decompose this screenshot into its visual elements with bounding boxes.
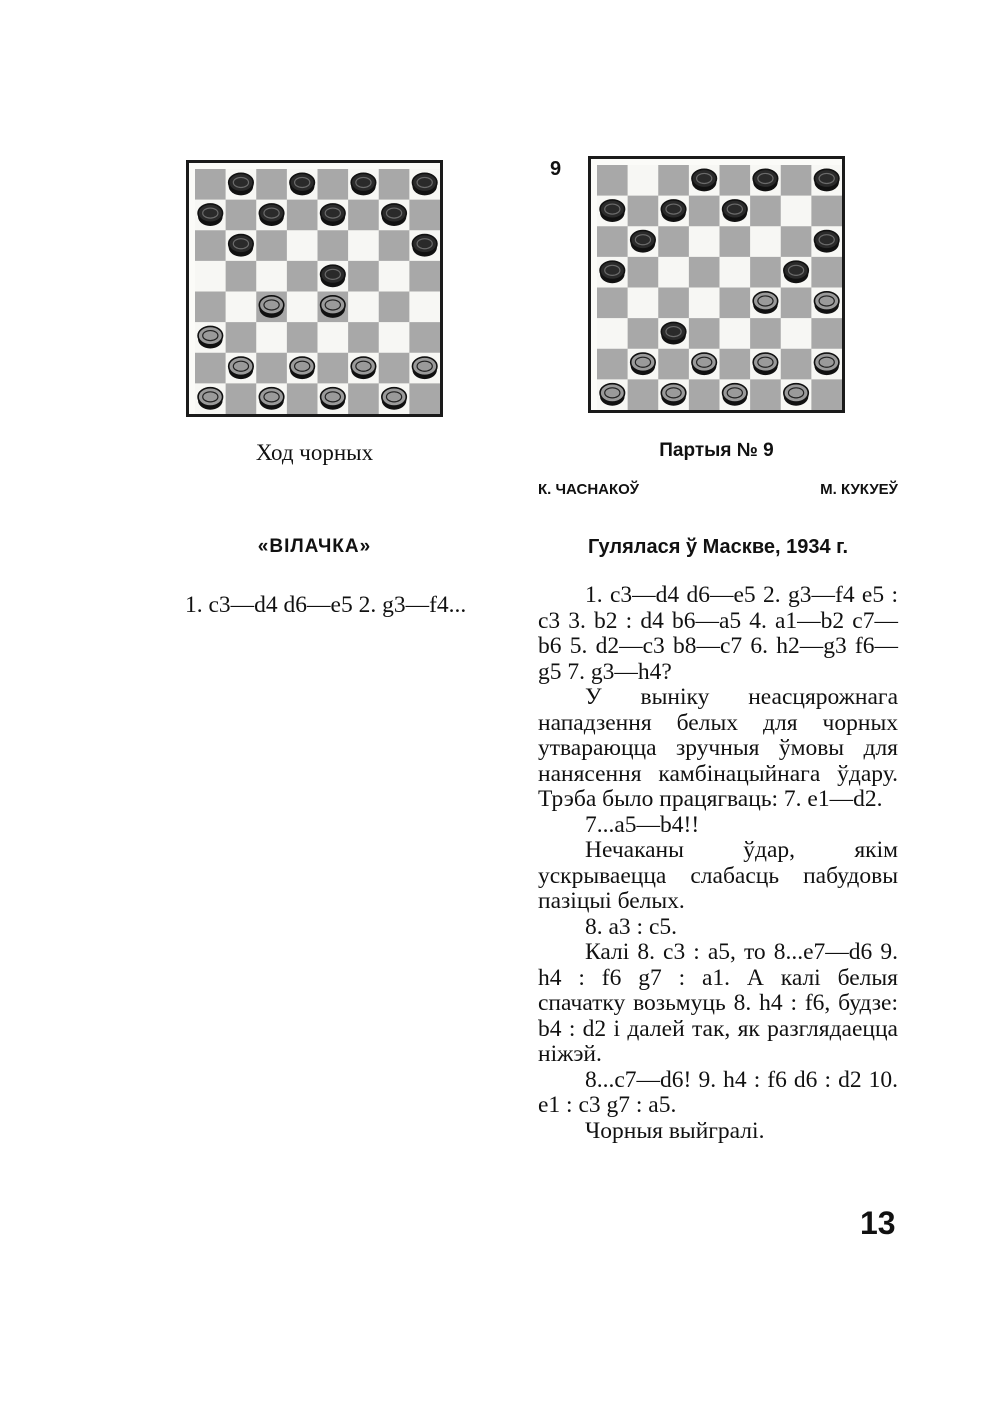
dark-square-a4 (195, 292, 226, 323)
black-piece-h8 (412, 173, 437, 195)
left-moves-text: 1. c3—d4 d6—e5 2. g3—f4... (185, 592, 467, 618)
annotation-paragraph: У выніку неасцярожнага нападзення белых для чорных утвараюцца зручныя ўмовы для нанясення камбінацыйнага ўдару. Трэба было працягваць: 7. e1—d2. (538, 684, 898, 812)
dark-square-h5 (811, 257, 842, 288)
annotation-paragraph: 7...a5—b4!! (585, 811, 700, 838)
white-piece-f2 (351, 357, 376, 379)
dark-square-e8 (318, 169, 349, 200)
dark-square-f1 (750, 379, 781, 410)
dark-square-g6 (379, 230, 410, 261)
dark-square-b7 (628, 196, 659, 227)
white-piece-g1 (784, 384, 809, 406)
black-piece-h8 (814, 169, 839, 191)
light-square-c3 (256, 322, 287, 353)
black-piece-c7 (259, 204, 284, 226)
dark-square-d1 (689, 379, 720, 410)
black-piece-g7 (382, 204, 407, 226)
dark-square-f5 (750, 257, 781, 288)
dark-square-a8 (597, 165, 628, 196)
dark-square-c2 (658, 349, 689, 380)
white-piece-e4 (321, 296, 346, 318)
light-square-e5 (720, 257, 751, 288)
light-square-b8 (628, 165, 659, 196)
left-moves (138, 593, 498, 619)
black-piece-b8 (229, 173, 254, 195)
white-piece-f4 (753, 292, 778, 314)
white-piece-e1 (321, 388, 346, 410)
left-heading: «ВІЛАЧКА» (257, 536, 372, 557)
light-square-d6 (689, 226, 720, 257)
player-black: М. КУКУЕЎ (820, 481, 898, 498)
board-right-grid (597, 165, 842, 410)
dark-square-g8 (781, 165, 812, 196)
dark-square-c8 (256, 169, 287, 200)
squares (597, 165, 842, 410)
dark-square-f5 (348, 261, 379, 292)
dark-square-h3 (811, 318, 842, 349)
white-piece-a1 (600, 384, 625, 406)
game-subtitle: Гулялася ў Маскве, 1934 г. (587, 536, 849, 558)
page-number: 13 (860, 1205, 896, 1241)
light-square-d6 (287, 230, 318, 261)
light-square-e3 (318, 322, 349, 353)
dark-square-e2 (720, 349, 751, 380)
white-piece-e1 (723, 384, 748, 406)
dark-square-a2 (195, 353, 226, 384)
white-piece-h2 (412, 357, 437, 379)
diagram-number: 9 (550, 158, 562, 180)
annotation-paragraph: 1. c3—d4 d6—e5 2. g3—f4 e5 : c3 3. b2 : d4 b6—a5 4. a1—b2 c7—b6 5. d2—c3 b8—c7 6. h2—g3 f6—g5 7. g3—h4? (538, 582, 898, 685)
dark-square-c6 (658, 226, 689, 257)
dark-square-g8 (379, 169, 410, 200)
white-piece-c4 (259, 296, 284, 318)
light-square-b4 (628, 288, 659, 319)
dark-square-a6 (597, 226, 628, 257)
light-square-g7 (781, 196, 812, 227)
light-square-d4 (689, 288, 720, 319)
dark-square-c8 (658, 165, 689, 196)
light-square-d4 (287, 292, 318, 323)
dark-square-b5 (226, 261, 257, 292)
annotation-paragraph: Чорныя выйгралі. (585, 1117, 765, 1144)
dark-square-f1 (348, 383, 379, 414)
black-piece-e7 (723, 200, 748, 222)
dark-square-d3 (689, 318, 720, 349)
dark-square-b5 (628, 257, 659, 288)
dark-square-c4 (658, 288, 689, 319)
black-piece-d8 (692, 169, 717, 191)
white-piece-c1 (661, 384, 686, 406)
white-piece-h2 (814, 353, 839, 375)
dark-square-g4 (781, 288, 812, 319)
light-square-g3 (781, 318, 812, 349)
black-piece-e7 (321, 204, 346, 226)
light-square-f4 (348, 292, 379, 323)
player-white: К. ЧАСНАКОЎ (538, 481, 640, 498)
light-square-f6 (348, 230, 379, 261)
black-piece-a7 (600, 200, 625, 222)
black-piece-g5 (784, 261, 809, 283)
dark-square-b3 (628, 318, 659, 349)
dark-square-c2 (256, 353, 287, 384)
white-piece-c1 (259, 388, 284, 410)
black-piece-c3 (661, 322, 686, 344)
black-piece-d8 (290, 173, 315, 195)
light-square-g5 (379, 261, 410, 292)
dark-square-f7 (348, 200, 379, 231)
dark-square-h1 (409, 383, 440, 414)
board-right (588, 156, 845, 413)
dark-square-e4 (720, 288, 751, 319)
white-piece-g1 (382, 388, 407, 410)
light-square-b4 (226, 292, 257, 323)
white-piece-d2 (290, 357, 315, 379)
light-square-c5 (658, 257, 689, 288)
dark-square-d5 (689, 257, 720, 288)
dark-square-a4 (597, 288, 628, 319)
dark-square-d7 (287, 200, 318, 231)
dark-square-e6 (720, 226, 751, 257)
dark-square-h7 (811, 196, 842, 227)
annotation-paragraph: 8...c7—d6! 9. h4 : f6 d6 : d2 10. e1 : c3 g7 : a5. (538, 1066, 898, 1118)
dark-square-g2 (781, 349, 812, 380)
light-square-f6 (750, 226, 781, 257)
black-piece-f8 (753, 169, 778, 191)
dark-square-h5 (409, 261, 440, 292)
annotation-paragraph: 8. a3 : c5. (585, 913, 678, 940)
white-piece-h4 (814, 292, 839, 314)
dark-square-b1 (226, 383, 257, 414)
dark-square-a8 (195, 169, 226, 200)
white-piece-d2 (692, 353, 717, 375)
white-piece-b2 (631, 353, 656, 375)
dark-square-g4 (379, 292, 410, 323)
dark-square-b7 (226, 200, 257, 231)
dark-square-e6 (318, 230, 349, 261)
dark-square-d1 (287, 383, 318, 414)
dark-square-f3 (750, 318, 781, 349)
black-piece-b6 (631, 231, 656, 253)
dark-square-g2 (379, 353, 410, 384)
annotation-paragraph: Калі 8. c3 : a5, то 8...e7—d6 9. h4 : f6 g7 : a1. А калі белыя спачатку возьмуць 8. h4 : f6, будзе: b4 : d2 і далей так, як разглядаецца ніжэй. (538, 939, 898, 1067)
board-left (186, 160, 443, 417)
dark-square-d5 (287, 261, 318, 292)
light-square-c5 (256, 261, 287, 292)
dark-square-c6 (256, 230, 287, 261)
black-piece-c7 (661, 200, 686, 222)
light-square-e3 (720, 318, 751, 349)
dark-square-h7 (409, 200, 440, 231)
black-piece-a5 (600, 261, 625, 283)
board-left-grid (195, 169, 440, 414)
squares (195, 169, 440, 414)
dark-square-b3 (226, 322, 257, 353)
dark-square-f7 (750, 196, 781, 227)
dark-square-g6 (781, 226, 812, 257)
black-piece-e5 (321, 265, 346, 287)
annotation-paragraph: Нечаканы ўдар, якім ускрываецца слабасць пабудовы пазіцыі белых. (538, 837, 898, 914)
dark-square-h3 (409, 322, 440, 353)
black-piece-h6 (814, 231, 839, 253)
white-piece-f2 (753, 353, 778, 375)
dark-square-a2 (597, 349, 628, 380)
black-piece-b6 (229, 235, 254, 257)
light-square-a3 (597, 318, 628, 349)
dark-square-a6 (195, 230, 226, 261)
black-piece-f8 (351, 173, 376, 195)
light-square-g3 (379, 322, 410, 353)
white-piece-a1 (198, 388, 223, 410)
white-piece-b2 (229, 357, 254, 379)
dark-square-h1 (811, 379, 842, 410)
dark-square-f3 (348, 322, 379, 353)
left-caption: Ход чорных (255, 440, 374, 465)
game-annotation (538, 583, 898, 1144)
dark-square-d7 (689, 196, 720, 227)
dark-square-e8 (720, 165, 751, 196)
black-piece-a7 (198, 204, 223, 226)
light-square-h4 (409, 292, 440, 323)
dark-square-e2 (318, 353, 349, 384)
white-piece-a3 (198, 326, 223, 348)
dark-square-d3 (287, 322, 318, 353)
dark-square-b1 (628, 379, 659, 410)
light-square-a5 (195, 261, 226, 292)
black-piece-h6 (412, 235, 437, 257)
game-title: Партыя № 9 (659, 440, 774, 461)
